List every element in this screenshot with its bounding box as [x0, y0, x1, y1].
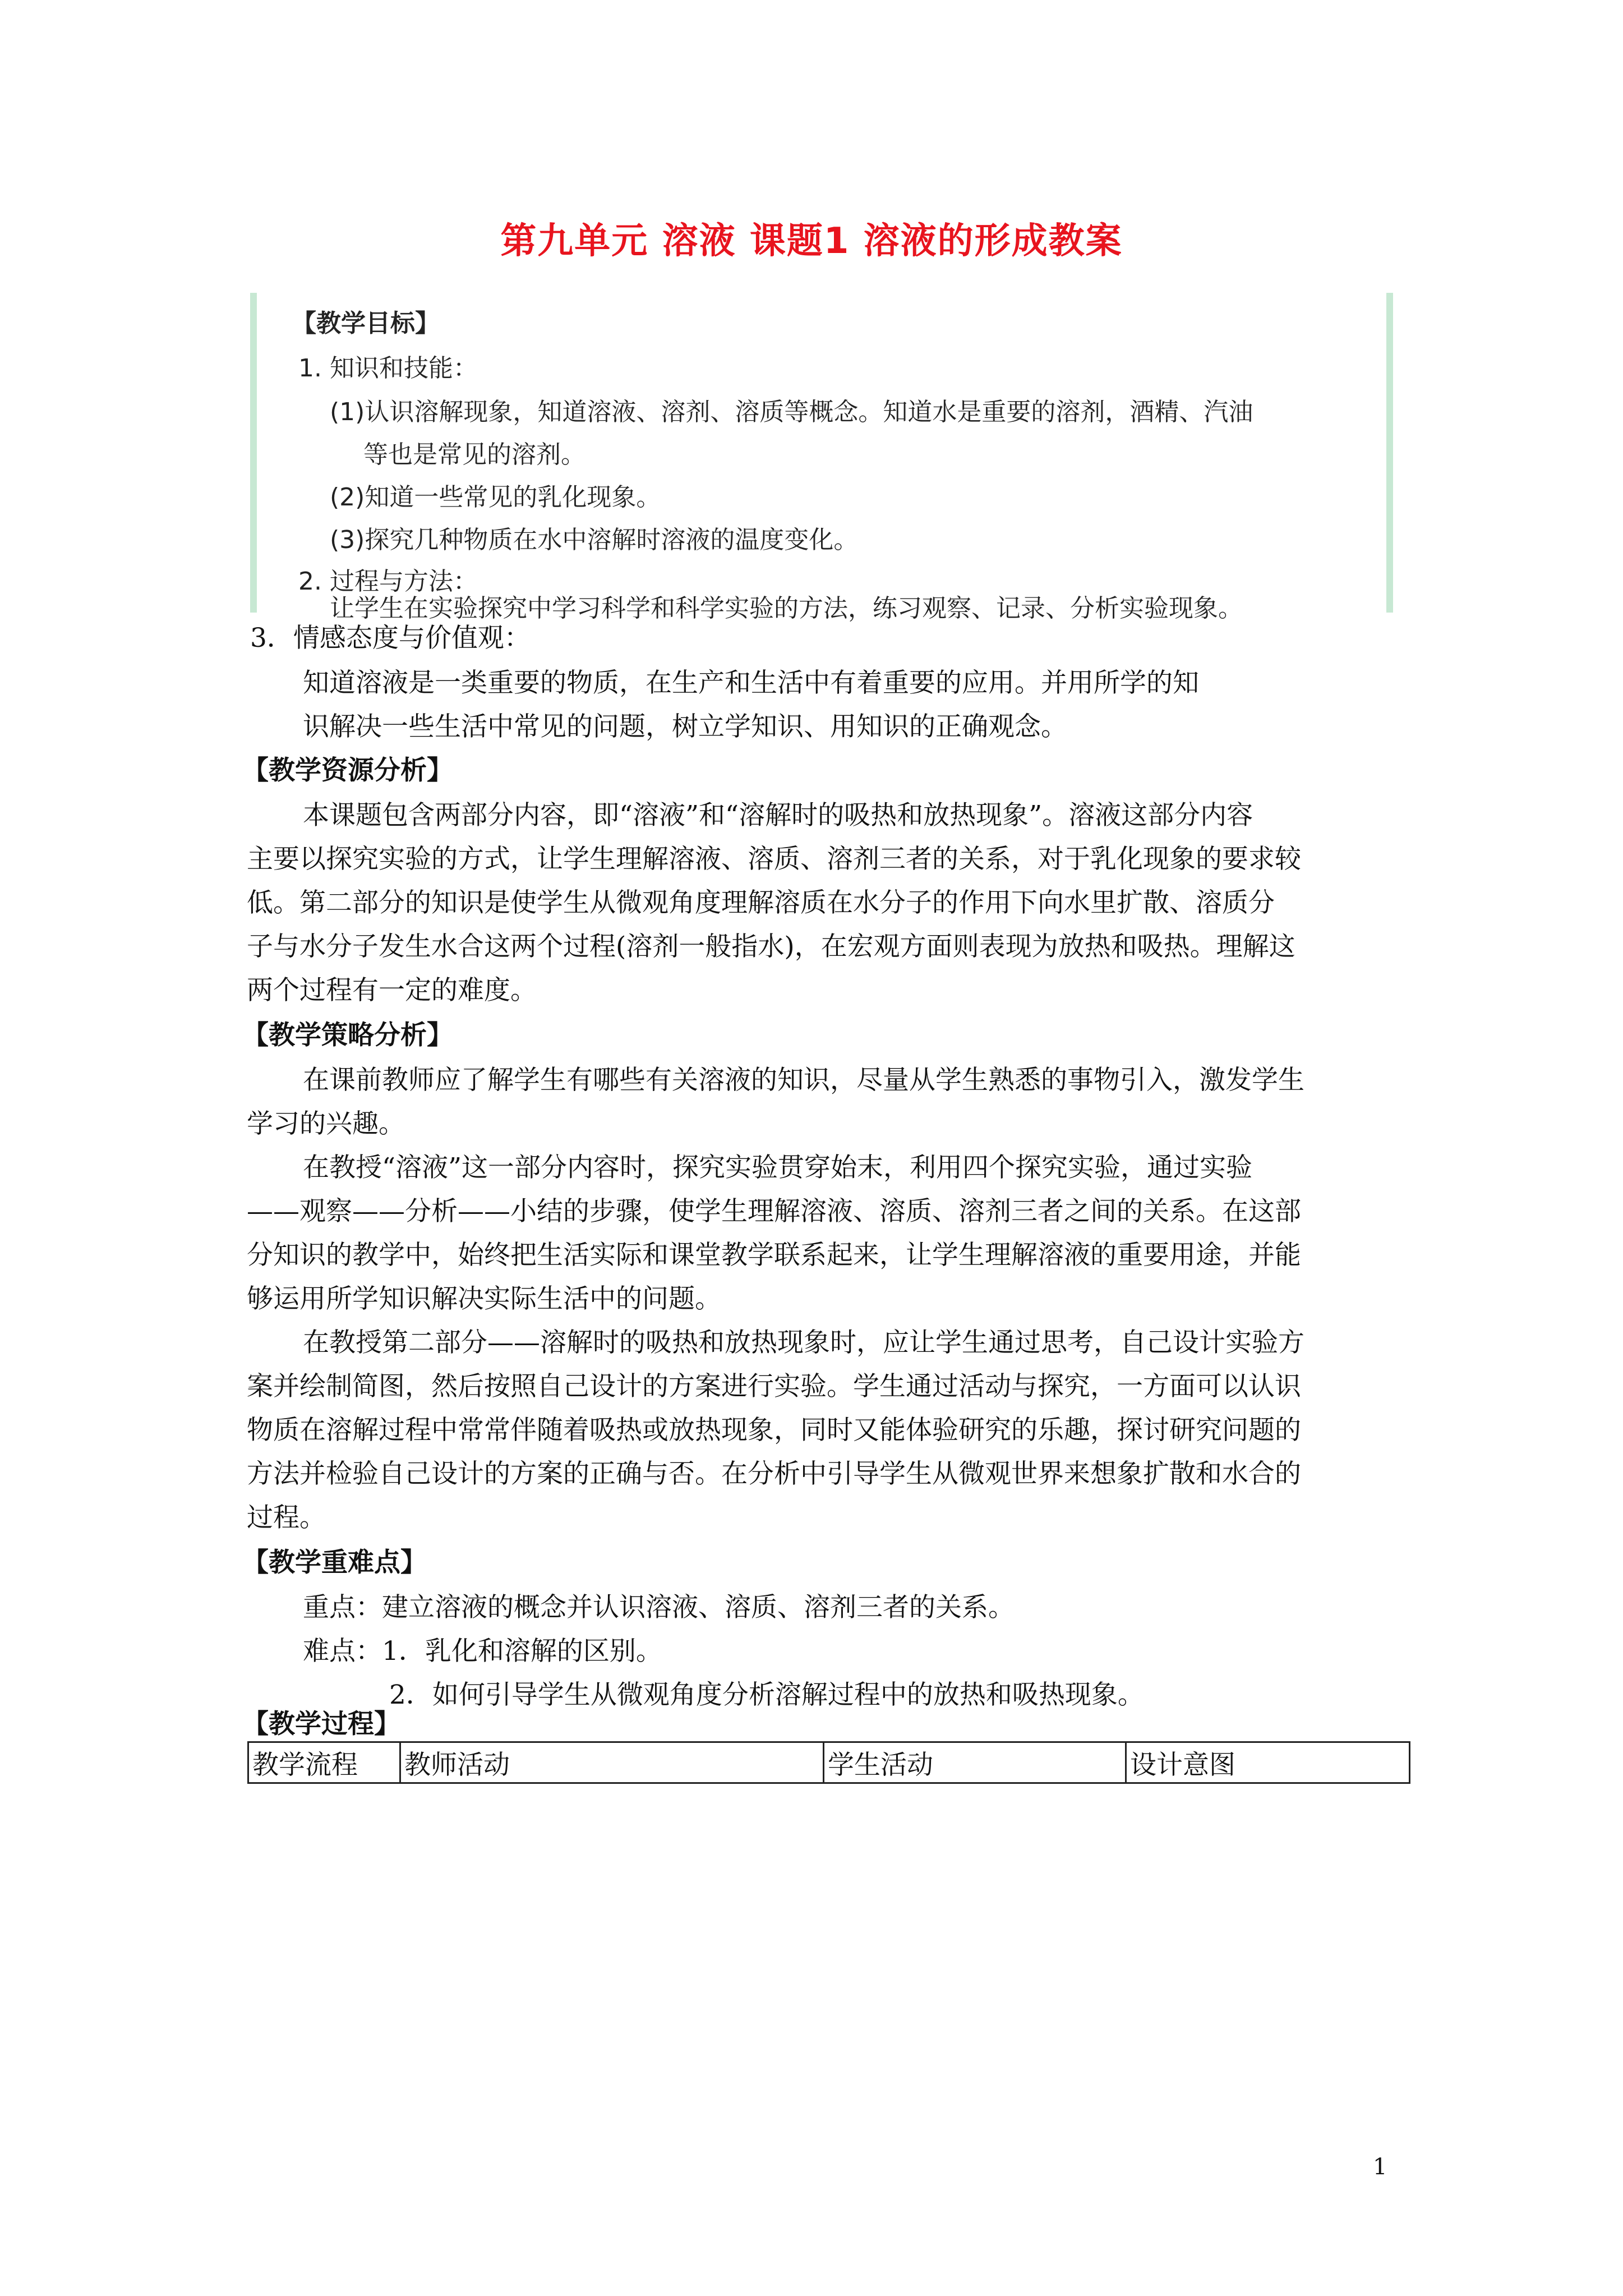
keypoint-difficulty-1: 难点：1．乳化和溶解的区别。: [303, 1636, 662, 1667]
resources-line: 低。第二部分的知识是使学生从微观角度理解溶质在水分子的作用下向水里扩散、溶质分: [247, 887, 1275, 918]
strategy-line: 在课前教师应了解学生有哪些有关溶液的知识，尽量从学生熟悉的事物引入，激发学生: [303, 1065, 1304, 1096]
keypoint-focus: 重点：建立溶液的概念并认识溶液、溶质、溶剂三者的关系。: [303, 1592, 1015, 1623]
strategy-line: 物质在溶解过程中常常伴随着吸热或放热现象，同时又能体验研究的乐趣，探讨研究问题的: [247, 1415, 1301, 1446]
strategy-line: 在教授“溶液”这一部分内容时，探究实验贯穿始末，利用四个探究实验，通过实验: [303, 1152, 1253, 1183]
objective-item-1: 1. 知识和技能：: [298, 354, 478, 383]
strategy-line: 案并绘制简图，然后按照自己设计的方案进行实验。学生通过活动与探究，一方面可以认识: [247, 1371, 1301, 1402]
strategy-line: 够运用所学知识解决实际生活中的问题。: [247, 1283, 721, 1314]
document-title: 第九单元 溶液 课题1 溶液的形成教案: [500, 220, 1123, 262]
page-number: 1: [1373, 2154, 1387, 2180]
keypoints-heading: 【教学重难点】: [242, 1547, 427, 1578]
strategy-line: 方法并检验自己设计的方案的正确与否。在分析中引导学生从微观世界来想象扩散和水合的: [247, 1458, 1301, 1489]
keypoint-difficulty-2: 2．如何引导学生从微观角度分析溶解过程中的放热和吸热现象。: [389, 1680, 1144, 1710]
objective-item-1-1-line1: (1)认识溶解现象，知道溶液、溶剂、溶质等概念。知道水是重要的溶剂，酒精、汽油: [330, 398, 1253, 426]
attitude-heading: 3．情感态度与价值观：: [250, 623, 531, 654]
resources-line: 主要以探究实验的方式，让学生理解溶液、溶质、溶剂三者的关系，对于乳化现象的要求较: [247, 844, 1301, 875]
col-intent: 设计意图: [1126, 1742, 1410, 1783]
objectives-heading: 【教学目标】: [292, 309, 440, 338]
objective-item-2-text: 让学生在实验探究中学习科学和科学实验的方法，练习观察、记录、分析实验现象。: [330, 594, 1243, 623]
resources-line: 两个过程有一定的难度。: [247, 975, 537, 1006]
strategy-line: 学习的兴趣。: [247, 1108, 405, 1139]
process-heading: 【教学过程】: [242, 1709, 400, 1740]
strategy-line: 在教授第二部分——溶解时的吸热和放热现象时，应让学生通过思考，自己设计实验方: [303, 1327, 1304, 1358]
resources-line: 本课题包含两部分内容，即“溶液”和“溶解时的吸热和放热现象”。溶液这部分内容: [303, 800, 1253, 831]
objective-item-1-1-line2: 等也是常见的溶剂。: [363, 440, 585, 469]
strategy-line: 过程。: [247, 1502, 326, 1533]
col-student: 学生活动: [824, 1742, 1126, 1783]
col-teacher: 教师活动: [400, 1742, 824, 1783]
objective-item-1-3: (3)探究几种物质在水中溶解时溶液的温度变化。: [330, 526, 859, 554]
resources-heading: 【教学资源分析】: [242, 755, 453, 786]
resources-line: 子与水分子发生水合这两个过程(溶剂一般指水)，在宏观方面则表现为放热和吸热。理解这: [247, 931, 1295, 962]
process-table: [247, 1741, 1410, 1784]
attitude-line-2: 识解决一些生活中常见的问题，树立学知识、用知识的正确观念。: [303, 711, 1067, 742]
col-flow: 教学流程: [248, 1742, 400, 1783]
objectives-box: [250, 293, 1393, 623]
table-header-row: [248, 1742, 1410, 1783]
attitude-line-1: 知道溶液是一类重要的物质，在生产和生活中有着重要的应用。并用所学的知: [303, 668, 1199, 698]
objective-item-1-2: (2)知道一些常见的乳化现象。: [330, 483, 661, 512]
strategy-line: ——观察——分析——小结的步骤，使学生理解溶液、溶质、溶剂三者之间的关系。在这部: [247, 1196, 1301, 1227]
strategy-line: 分知识的教学中，始终把生活实际和课堂教学联系起来，让学生理解溶液的重要用途，并能: [247, 1240, 1301, 1271]
strategy-heading: 【教学策略分析】: [242, 1020, 453, 1051]
objective-item-2: 2. 过程与方法：: [298, 567, 478, 596]
